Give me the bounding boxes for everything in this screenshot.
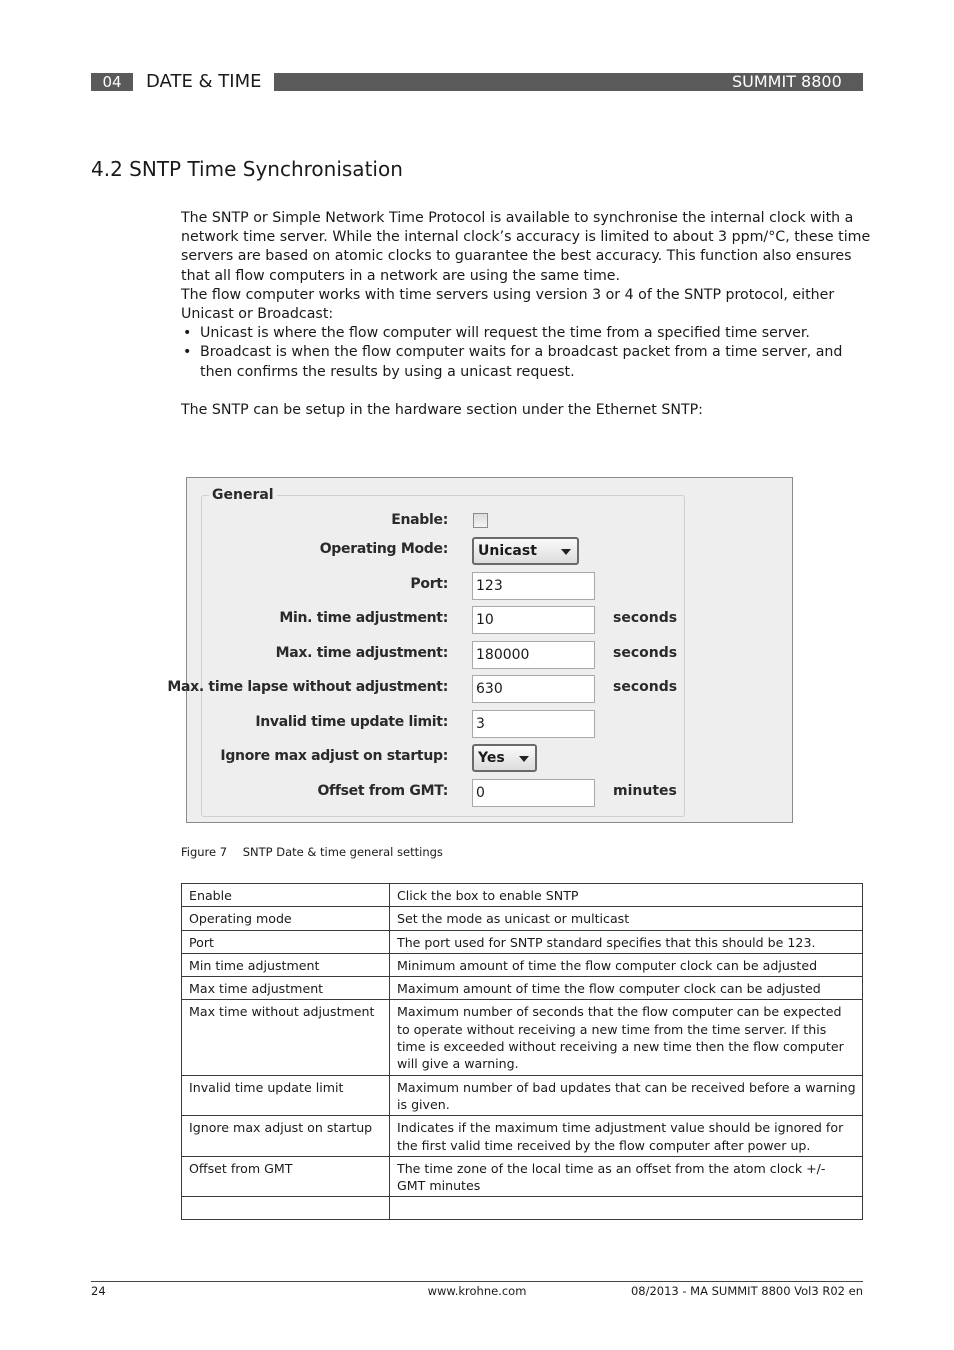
- min-adjustment-row: [187, 606, 787, 636]
- setup-paragraph: The SNTP can be setup in the hardware section under the Ethernet SNTP:: [181, 401, 703, 418]
- document-reference: 08/2013 - MA SUMMIT 8800 Vol3 R02 en: [630, 1284, 863, 1298]
- max-adjustment-input[interactable]: 180000: [472, 641, 595, 669]
- parameter-cell: Invalid time update limit: [182, 1075, 390, 1116]
- chevron-down-icon: [561, 549, 571, 555]
- description-cell: Set the mode as unicast or multicast: [390, 907, 863, 930]
- figure-number: Figure 7: [181, 845, 228, 859]
- parameter-cell: Enable: [182, 884, 390, 907]
- description-cell: The time zone of the local time as an offset from the atom clock +/- GMT minutes: [390, 1156, 863, 1197]
- footer-url: www.krohne.com: [427, 1284, 527, 1298]
- chapter-number: 04: [91, 73, 133, 91]
- table-row: [182, 907, 863, 930]
- offset-unit: minutes: [613, 783, 677, 799]
- max-lapse-input[interactable]: 630: [472, 675, 595, 703]
- description-cell: [390, 1197, 863, 1220]
- parameter-cell: Min time adjustment: [182, 953, 390, 976]
- description-cell: Minimum amount of time the flow computer clock can be adjusted: [390, 953, 863, 976]
- figure-caption: [181, 845, 443, 859]
- parameter-cell: Max time without adjustment: [182, 1000, 390, 1075]
- min-adjustment-label: Min. time adjustment:: [279, 610, 448, 626]
- table-row: [182, 953, 863, 976]
- table-row: [182, 1075, 863, 1116]
- min-adjustment-unit: seconds: [613, 610, 678, 626]
- table-row: [182, 977, 863, 1000]
- header-rule: [274, 73, 726, 91]
- offset-row: [187, 779, 787, 809]
- parameter-cell: Max time adjustment: [182, 977, 390, 1000]
- ignore-max-label: Ignore max adjust on startup:: [220, 748, 448, 764]
- operating-mode-select[interactable]: [472, 537, 579, 565]
- body-text: [181, 209, 871, 420]
- parameter-cell: Port: [182, 930, 390, 953]
- offset-label: Offset from GMT:: [317, 783, 448, 799]
- list-item-unicast: • Unicast is where the flow computer will request the time from a specified time server.: [181, 324, 871, 343]
- operating-mode-value: Unicast: [478, 543, 537, 559]
- ignore-max-value: Yes: [478, 750, 505, 766]
- max-lapse-row: [167, 675, 787, 705]
- parameter-cell: Ignore max adjust on startup: [182, 1116, 390, 1157]
- table-row: [182, 1156, 863, 1197]
- protocol-paragraph: The flow computer works with time servers using version 3 or 4 of the SNTP protocol, either Unicast or Broadcast:: [181, 286, 835, 323]
- general-group-label: General: [209, 487, 277, 503]
- ignore-max-select[interactable]: [472, 744, 537, 772]
- description-cell: Indicates if the maximum time adjustment value should be ignored for the first valid time received by the flow computer after power up.: [390, 1116, 863, 1157]
- sntp-settings-screenshot: [167, 477, 793, 823]
- port-input[interactable]: 123: [472, 572, 595, 600]
- mode-list: [181, 324, 871, 382]
- table-row: [182, 930, 863, 953]
- figure-caption-text: SNTP Date & time general settings: [242, 845, 443, 859]
- enable-label: Enable:: [391, 512, 448, 528]
- max-adjustment-unit: seconds: [613, 645, 678, 661]
- max-adjustment-label: Max. time adjustment:: [275, 645, 448, 661]
- table-row: [182, 1197, 863, 1220]
- footer-rule: [91, 1281, 863, 1282]
- parameter-cell: [182, 1197, 390, 1220]
- page-number: 24: [91, 1284, 106, 1298]
- parameter-cell: Offset from GMT: [182, 1156, 390, 1197]
- operating-mode-row: [187, 537, 787, 567]
- parameter-cell: Operating mode: [182, 907, 390, 930]
- chevron-down-icon: [519, 756, 529, 762]
- max-lapse-label: Max. time lapse without adjustment:: [167, 679, 448, 695]
- operating-mode-label: Operating Mode:: [319, 541, 448, 557]
- invalid-limit-label: Invalid time update limit:: [255, 714, 448, 730]
- port-label: Port:: [410, 576, 448, 592]
- table-row: [182, 884, 863, 907]
- max-adjustment-row: [187, 641, 787, 671]
- description-cell: Maximum number of seconds that the flow computer can be expected to operate without receiving a new time from the time server. If this time is exceeded without receiving a new time then the flow computer will give a warning.: [390, 1000, 863, 1075]
- offset-input[interactable]: 0: [472, 779, 595, 807]
- section-title: 4.2 SNTP Time Synchronisation: [91, 157, 403, 181]
- enable-row: [187, 508, 787, 538]
- min-adjustment-input[interactable]: 10: [472, 606, 595, 634]
- product-name: SUMMIT 8800: [726, 73, 863, 91]
- port-row: [187, 572, 787, 602]
- description-cell: The port used for SNTP standard specifies that this should be 123.: [390, 930, 863, 953]
- table-row: [182, 1116, 863, 1157]
- table-row: [182, 1000, 863, 1075]
- description-cell: Maximum number of bad updates that can be received before a warning is given.: [390, 1075, 863, 1116]
- settings-table: [181, 883, 863, 1220]
- chapter-title: DATE & TIME: [146, 71, 262, 92]
- description-cell: Maximum amount of time the flow computer clock can be adjusted: [390, 977, 863, 1000]
- invalid-limit-row: [187, 710, 787, 740]
- ignore-max-row: [187, 744, 787, 774]
- intro-paragraph: The SNTP or Simple Network Time Protocol is available to synchronise the internal clock with a network time server. While the internal clock’s accuracy is limited to about 3 ppm/°C, these time servers are based on atomic clocks to guarantee the best accuracy. This function also ensures that all flow computers in a network are using the same time.: [181, 210, 871, 284]
- max-lapse-unit: seconds: [613, 679, 678, 695]
- description-cell: Click the box to enable SNTP: [390, 884, 863, 907]
- enable-checkbox[interactable]: [473, 513, 488, 528]
- invalid-limit-input[interactable]: 3: [472, 710, 595, 738]
- list-item-broadcast: • Broadcast is when the flow computer waits for a broadcast packet from a time server, and then confirms the results by using a unicast request.: [181, 343, 871, 381]
